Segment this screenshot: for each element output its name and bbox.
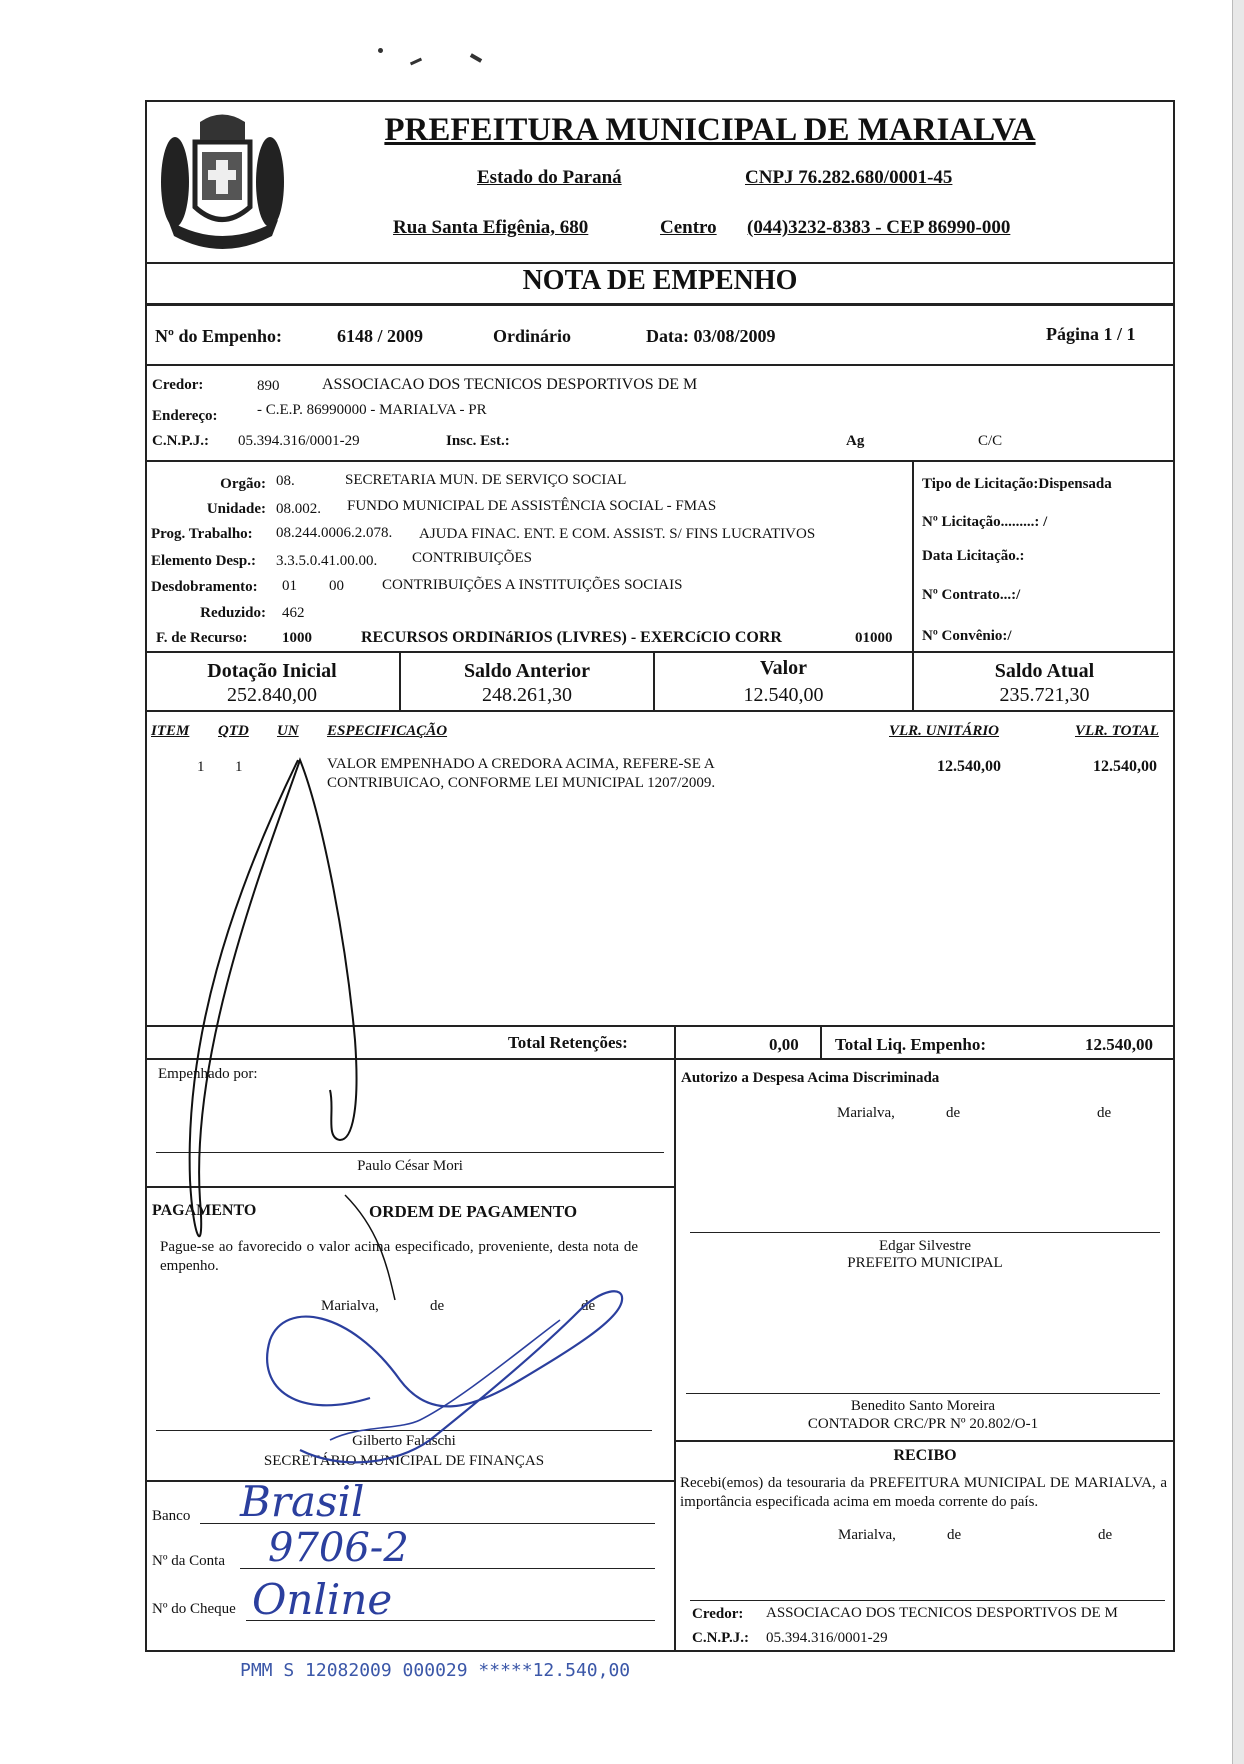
reduzido-value: 462	[282, 605, 305, 621]
recibo-credor-name: ASSOCIACAO DOS TECNICOS DESPORTIVOS DE M	[766, 1605, 1118, 1621]
secretario-name: Gilberto Falaschi	[352, 1433, 456, 1449]
fonte-desc: RECURSOS ORDINáRIOS (LIVRES) - EXERCíCIO CORR	[361, 629, 782, 646]
secretario-role: SECRETÁRIO MUNICIPAL DE FINANÇAS	[263, 1453, 545, 1469]
coat-of-arms-label: MARIALVA	[205, 223, 252, 233]
contrato-numero: Nº Contrato...:/	[922, 587, 1021, 603]
prefeito-name: Edgar Silvestre	[878, 1238, 972, 1254]
reduzido-label: Reduzido:	[200, 605, 266, 621]
valor-label: Valor	[759, 657, 808, 679]
elemento-label: Elemento Desp.:	[151, 553, 256, 569]
valor-value: 12.540,00	[743, 684, 824, 706]
pagamento-de-2: de	[581, 1298, 596, 1314]
item-unit-value: 12.540,00	[937, 758, 1001, 775]
unidade-code: 08.002.	[276, 501, 321, 517]
prog-desc: AJUDA FINAC. ENT. E COM. ASSIST. S/ FINS LUCRATIVOS	[419, 526, 816, 542]
recibo-text: Recebi(emos) da tesouraria da PREFEITURA MUNICIPAL DE MARIALVA, a importância especificada acima em moeda corrente do país.	[680, 1475, 1167, 1510]
elemento-desc: CONTRIBUIÇÕES	[412, 550, 533, 566]
autorizo-marialva: Marialva,	[837, 1105, 895, 1121]
col-total-value: VLR. TOTAL	[1075, 723, 1159, 739]
item-spec-line2: CONTRIBUICAO, CONFORME LEI MUNICIPAL 1207/2009.	[327, 775, 716, 791]
page-edge	[1232, 0, 1244, 1764]
col-unit-value: VLR. UNITÁRIO	[889, 723, 1000, 739]
ordem-pagamento-label: ORDEM DE PAGAMENTO	[369, 1202, 578, 1221]
liq-empenho-value: 12.540,00	[1085, 1035, 1153, 1054]
licitacao-tipo: Tipo de Licitação:Dispensada	[922, 476, 1112, 492]
cnpj-label: C.N.P.J.:	[152, 433, 209, 449]
col-item: ITEM	[151, 723, 190, 739]
licitacao-data: Data Licitação.:	[922, 548, 1025, 564]
item-qtd: 1	[235, 759, 243, 775]
page-number: Página 1 / 1	[1046, 324, 1136, 344]
header-cnpj: CNPJ 76.282.680/0001-45	[745, 167, 953, 188]
autorizo-de-2: de	[1097, 1105, 1112, 1121]
banco-handwritten: Brasil	[240, 1477, 365, 1526]
item-total-value: 12.540,00	[1093, 758, 1157, 775]
pagamento-label: PAGAMENTO	[152, 1202, 257, 1219]
desdob-code-2: 00	[329, 578, 344, 594]
prog-code: 08.244.0006.2.078.	[276, 525, 393, 541]
empenho-number: 6148 / 2009	[337, 326, 424, 346]
orgao-desc: SECRETARIA MUN. DE SERVIÇO SOCIAL	[345, 472, 627, 488]
address-value: - C.E.P. 86990000 - MARIALVA - PR	[257, 402, 487, 418]
prog-label: Prog. Trabalho:	[151, 526, 253, 542]
empenho-type: Ordinário	[493, 326, 572, 346]
address-label: Endereço:	[152, 408, 218, 424]
item-number: 1	[197, 759, 205, 775]
col-qtd: QTD	[218, 723, 249, 739]
desdob-desc: CONTRIBUIÇÕES A INSTITUIÇÕES SOCIAIS	[382, 577, 683, 593]
orgao-label: Orgão:	[220, 476, 266, 492]
recibo-title: RECIBO	[893, 1447, 957, 1464]
unidade-desc: FUNDO MUNICIPAL DE ASSISTÊNCIA SOCIAL - FMAS	[347, 498, 717, 514]
header-phone-cep: (044)3232-8383 - CEP 86990-000	[747, 217, 1011, 238]
recibo-cnpj-label: C.N.P.J.:	[692, 1630, 749, 1646]
credor-label: Credor:	[152, 377, 204, 393]
retencoes-value: 0,00	[769, 1035, 799, 1054]
recibo-de-2: de	[1098, 1527, 1113, 1543]
banco-label: Banco	[152, 1508, 191, 1524]
fonte-code-2: 01000	[855, 630, 893, 646]
licitacao-numero: Nº Licitação.........: /	[922, 514, 1048, 530]
header-title: PREFEITURA MUNICIPAL DE MARIALVA	[384, 112, 1036, 148]
dotacao-value: 252.840,00	[227, 684, 317, 706]
document-title: NOTA DE EMPENHO	[522, 265, 798, 296]
saldo-anterior-value: 248.261,30	[482, 684, 572, 706]
pagamento-marialva: Marialva,	[321, 1298, 379, 1314]
col-un: UN	[277, 723, 299, 739]
empenhado-por-label: Empenhado por:	[158, 1066, 258, 1082]
autorizo-de-1: de	[946, 1105, 961, 1121]
credor-name: ASSOCIACAO DOS TECNICOS DESPORTIVOS DE M	[322, 376, 698, 393]
convenio-numero: Nº Convênio:/	[922, 628, 1012, 644]
pagamento-de-1: de	[430, 1298, 445, 1314]
retencoes-label: Total Retenções:	[508, 1033, 628, 1052]
pagamento-text: Pague-se ao favorecido o valor acima especificado, proveniente, desta nota de empenho.	[160, 1239, 638, 1274]
cheque-label: Nº do Cheque	[152, 1601, 236, 1617]
conta-handwritten: 9706-2	[268, 1525, 409, 1571]
recibo-de-1: de	[947, 1527, 962, 1543]
fonte-code: 1000	[282, 630, 312, 646]
fonte-label: F. de Recurso:	[156, 630, 248, 646]
item-spec-line1: VALOR EMPENHADO A CREDORA ACIMA, REFERE-SE A	[327, 756, 715, 772]
header-district: Centro	[660, 217, 717, 238]
desdob-label: Desdobramento:	[151, 579, 258, 595]
saldo-anterior-label: Saldo Anterior	[463, 660, 591, 682]
empenhado-name: Paulo César Mori	[357, 1158, 463, 1174]
col-spec: ESPECIFICAÇÃO	[327, 723, 448, 739]
prefeito-role: PREFEITO MUNICIPAL	[847, 1255, 1003, 1271]
header-state: Estado do Paraná	[477, 167, 622, 188]
saldo-atual-label: Saldo Atual	[994, 660, 1095, 682]
recibo-cnpj-value: 05.394.316/0001-29	[766, 1630, 888, 1646]
cnpj-value: 05.394.316/0001-29	[238, 433, 360, 449]
contador-role: CONTADOR CRC/PR Nº 20.802/O-1	[807, 1416, 1039, 1432]
ag-label: Ag	[846, 433, 865, 449]
desdob-code-1: 01	[282, 578, 297, 594]
empenho-number-label: Nº do Empenho:	[155, 326, 282, 346]
unidade-label: Unidade:	[206, 501, 266, 517]
cc-label: C/C	[978, 433, 1003, 449]
orgao-code: 08.	[276, 473, 295, 489]
contador-name: Benedito Santo Moreira	[850, 1398, 996, 1414]
autorizo-label: Autorizo a Despesa Acima Discriminada	[681, 1070, 940, 1086]
insc-est-label: Insc. Est.:	[446, 433, 510, 449]
saldo-atual-value: 235.721,30	[999, 684, 1090, 706]
empenho-date: Data: 03/08/2009	[646, 326, 776, 346]
recibo-credor-label: Credor:	[692, 1606, 744, 1622]
payment-stamp: PMM S 12082009 000029 *****12.540,00	[240, 1660, 631, 1681]
header-address: Rua Santa Efigênia, 680	[393, 217, 589, 238]
credor-code: 890	[257, 378, 280, 394]
recibo-marialva: Marialva,	[838, 1527, 896, 1543]
liq-empenho-label: Total Liq. Empenho:	[835, 1035, 986, 1054]
dotacao-label: Dotação Inicial	[207, 660, 337, 682]
conta-label: Nº da Conta	[152, 1553, 225, 1569]
elemento-code: 3.3.5.0.41.00.00.	[276, 553, 378, 569]
cheque-handwritten: Online	[252, 1575, 393, 1624]
